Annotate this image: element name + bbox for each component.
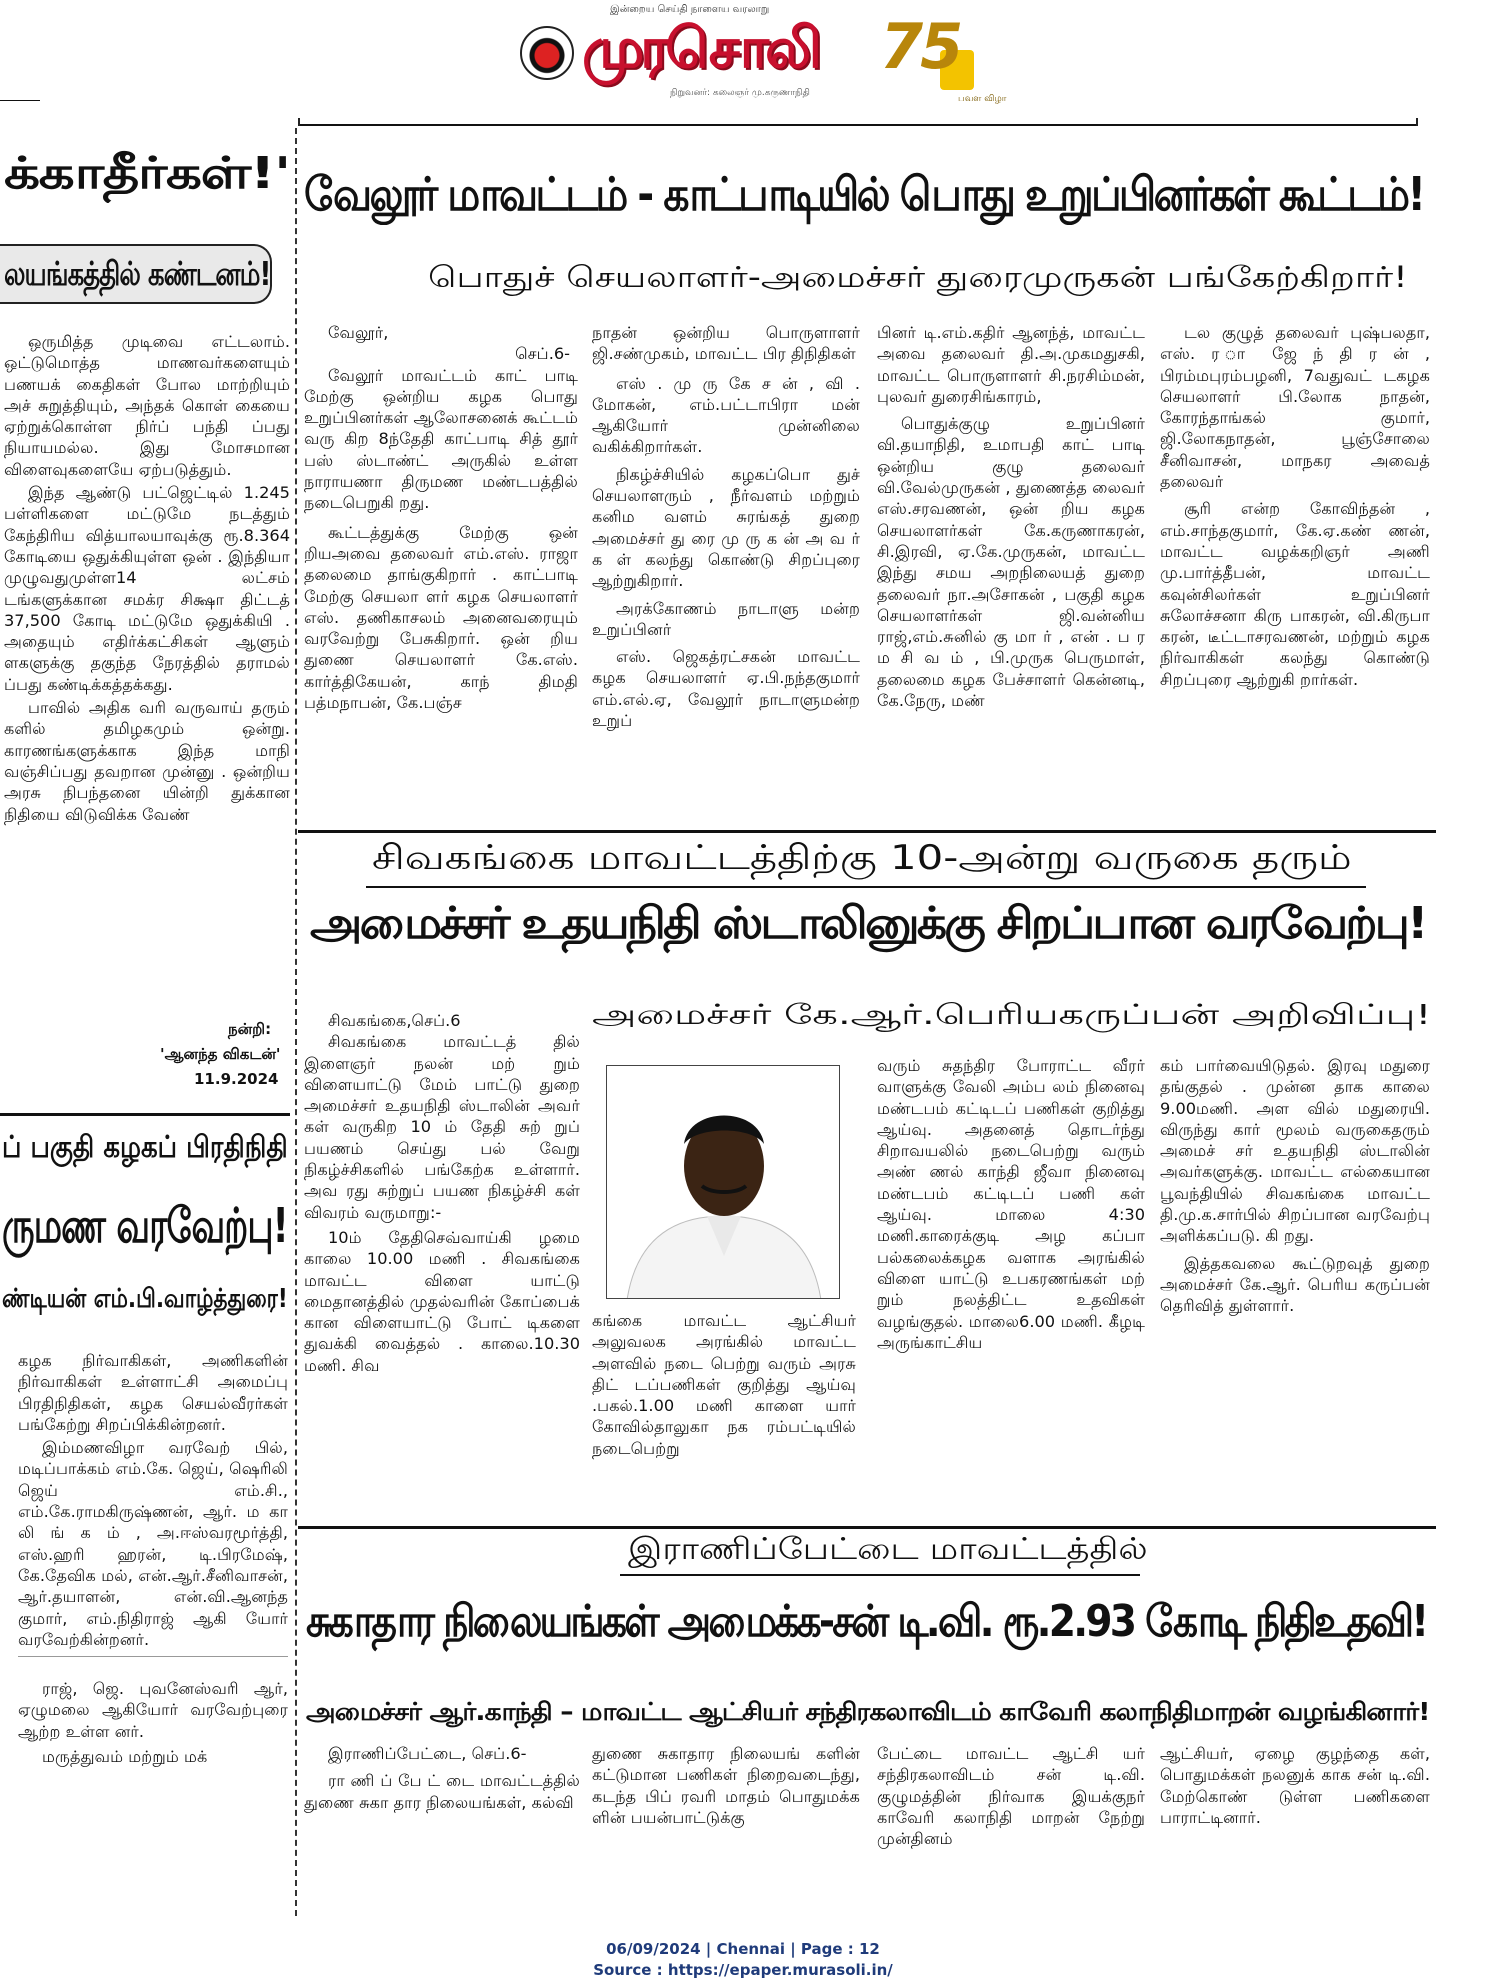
article2-subhead: அமைச்சர் கே.ஆர்.பெரியகருப்பன் அறிவிப்பு! — [592, 998, 1432, 1031]
article2-headline: அமைச்சர் உதயநிதி ஸ்டாலினுக்கு சிறப்பான வரவேற்பு! — [310, 898, 1426, 949]
article2-paragraph: 10ம் தேதிசெவ்வாய்கி ழமை காலை 10.00 மணி . சிவகங்கை மாவட்ட விளை யாட்டு மைதானத்தில் முதல்வரின் கோப்பைக் கான விளையாட்டு போட் டிகளை துவக்கி வைத்தல் . காலை.10.30 மணி. சிவ — [304, 1227, 580, 1375]
newspaper-title: முரசொலி — [582, 16, 818, 81]
portrait-image-icon — [607, 1066, 840, 1299]
left-section-rule — [0, 1113, 290, 1116]
article1-paragraph: சூரி என்ற கோவிந்தன் , எம்.சாந்தகுமார், கே.ஏ.கண் ணன், மாவட்ட வழக்கறிஞர் அணி மு.பார்த்தீபன், மாவட்ட கவுன்சிலர்கள் உறுப்பினர் சுலோச்சனா கிரு பாகரன், வி.கிருபா கரன், டீட்டாசரவணன், மற்றும் கழக நிர்வாகிகள் கலந்து கொண்டு சிறப்புரை ஆற்றுகி றார்கள். — [1160, 499, 1430, 689]
article1-headline: வேலூர் மாவட்டம் - காட்பாடியில் பொது உறுப்பினர்கள் கூட்டம்! — [304, 167, 1424, 221]
left-credit-label: நன்றி: — [228, 1020, 272, 1038]
article3-paragraph: பேட்டை மாவட்ட ஆட்சி யர் சந்திரகலாவிடம் சன் டி.வி. குழுமத்தின் நிர்வாக இயக்குநர் காவேரி கலாநிதி மாறன் நேற்று முன்தினம் — [877, 1744, 1145, 1849]
left-credit-date: 11.9.2024 — [194, 1070, 279, 1088]
article1-paragraph: அரக்கோணம் நாடாளு மன்ற உறுப்பினர் — [592, 598, 860, 639]
article1-paragraph: பொதுக்குழு உறுப்பினர் வி.தயாநிதி, உமாபதி காட் பாடி ஒன்றிய குழு தலைவர் வி.வேல்முருகன் , துணைத்த லைவர் எஸ்.சரவணன், ஒன் றிய கழக செயலாளர்கள் கே.கருணாகரன், சி.இரவி, ஏ.கே.முருகன், மாவட்ட இந்து சமய அறநிலையத் துறை தலைவர் நா.அசோகன் , பகுதி கழக செயலாளர்கள் ஜி.வன்னிய ராஜ்,எம்.சுனில் கு மா ர் , என் . ப ர ம சி வ ம் , பி.முருக பெருமாள், தலைமை கழக பேச்சாளர் கென்னடி, கே.நேரு, மண் — [877, 414, 1145, 711]
article1-paragraph: நிகழ்ச்சியில் கழகப்பொ துச் செயலாளரும் , நீர்வளம் மற்றும் கனிம வளம் சுரங்கத் துறை அமைச்சர் து ரை மு ரு க ன் அ வ ர் க ள் கலந்து கொண்டு சிறப்புரை ஆற்றுகிறார். — [592, 464, 860, 591]
article1-bottom-rule — [298, 830, 1436, 833]
top-rule-left — [0, 100, 40, 101]
article3-kicker: இராணிப்பேட்டை மாவட்டத்தில் — [628, 1532, 1148, 1567]
left-section2-headline: ருமண வரவேற்பு! — [2, 1198, 288, 1254]
article1-column-2 — [592, 322, 860, 822]
left-paragraph: பாவில் அதிக வரி வருவாய் தரும் களில் தமிழகமும் ஒன்று. காரணங்களுக்காக இந்த மாநி வஞ்சிப்பது தவறான முன்னு . ஒன்றிய அரசு நிபந்தனை யின்றி துக்கான நிதியை விடுவிக்க வேண் — [4, 698, 290, 824]
left-section2-subhead: ண்டியன் எம்.பி.வாழ்த்துரை! — [2, 1284, 288, 1314]
article1-paragraph: வேலூர் மாவட்டம் காட் பாடி மேற்கு ஒன்றிய கழக பொது உறுப்பினர்கள் ஆலோசனைக் கூட்டம் வரு கிற 8ந்தேதி காட்பாடி சித் தூர் பஸ் ஸ்டாண்ட் அருகில் உள்ள நாராயணா திருமண மண்டபத்தில் நடைபெறுகி றது. — [304, 365, 578, 513]
top-rule-main — [298, 124, 1418, 126]
article3-column-3 — [877, 1743, 1145, 1915]
left-credit-source: 'ஆனந்த விகடன்' — [160, 1045, 281, 1063]
article1-paragraph: கூட்டத்துக்கு மேற்கு ஒன் றியஅவை தலைவர் எம்.எஸ். ராஜா தலைமை தாங்குகிறார் . காட்பாடி மேற்கு செயலா ளர் கழக செயலாளர் எஸ். தணிகாசலம் அனைவரையும் வரவேற்று பேசுகிறார். ஒன் றிய துணை செயலாளர் கே.எஸ். கார்த்திகேயன், காந் திமதி பத்மநாபன், கே.பஞ்ச — [304, 522, 578, 713]
left-section2-paragraph: இம்மணவிழா வரவேற் பில், மடிப்பாக்கம் எம்.கே. ஜெய், ஷெரிலி ஜெய் எம்.சி., எம்.கே.ராமகிருஷ்ணன், ஆர். ம கா லி ங் க ம் , அ.ஈஸ்வரமூர்த்தி, எஸ்.ஹரி ஹரன், டி.பிரமேஷ், கே.தேவிக மல், என்.ஆர்.சீனிவாசன், ஆர்.தயாளன், என்.வி.ஆனந்த குமார், எம்.நிதிராஜ் ஆகி யோர் வரவேற்கின்றனர். — [18, 1438, 288, 1649]
footer-source: Source : https://epaper.murasoli.in/ — [593, 1961, 893, 1979]
article1-column-4 — [1160, 322, 1430, 822]
article2-paragraph: இத்தகவலை கூட்டுறவுத் துறை அமைச்சர் கே.ஆர். பெரிய கருப்பன் தெரிவித் துள்ளார். — [1160, 1253, 1430, 1316]
left-headline: க்காதீர்கள்!' — [4, 148, 290, 199]
article2-kicker: சிவகங்கை மாவட்டத்திற்கு 10-அன்று வருகை தரும் — [372, 838, 1352, 878]
article1-column-3 — [877, 322, 1145, 822]
masthead-tagline: இன்றைய செய்தி நாளைய வரலாறு — [610, 4, 770, 15]
footer-date-location-page: 06/09/2024 | Chennai | Page : 12 — [606, 1940, 880, 1958]
article3-subhead: அமைச்சர் ஆர்.காந்தி – மாவட்ட ஆட்சியர் சந்திரகலாவிடம் காவேரி கலாநிதிமாறன் வழங்கினார்! — [306, 1697, 1430, 1726]
article2-paragraph: கங்கை மாவட்ட ஆட்சியர் அலுவலக அரங்கில் மாவட்ட அளவில் நடை பெற்று வரும் அரசு திட் டப்பணிகள் குறித்து ஆய்வு .பகல்.1.00 மணி காளை யார் கோவில்தாலுகா நக ரம்பட்டியில் நடைபெற்று — [592, 1311, 856, 1458]
article2-paragraph: சிவகங்கை,செப்.6 — [328, 1011, 461, 1030]
article2-paragraph: வரும் சுதந்திர போராட்ட வீரர் வாளுக்கு வேலி அம்ப லம் நினைவு மண்டபம் கட்டிடப் பணிகள் குறித்து ஆய்வு. அதனைத் தொடர்ந்து சிறாவயலில் நடைபெற்று வரும் அண் ணல் காந்தி ஜீவா நினைவு மண்டபம் கட்டிடப் பணி கள் ஆய்வு. மாலை 4:30 மணி.காரைக்குடி அழ கப்பா பல்கலைக்கழக வளாக அரங்கில் விளை யாட்டு உபகரணங்கள் மற் றும் நலத்திட்ட உதவிகள் வழங்குதல். மாலை6.00 மணி. கீழடி அருங்காட்சிய — [877, 1056, 1145, 1352]
left-section2-gap — [18, 1656, 288, 1678]
minister-photo — [606, 1065, 840, 1299]
article1-date: செப்.6- — [515, 344, 570, 364]
left-strip-divider — [295, 128, 297, 1916]
top-rule-tick-left — [298, 118, 300, 126]
article3-column-2 — [592, 1743, 860, 1915]
article1-paragraph: எஸ் . மு ரு கே ச ன் , வி . மோகன், எம்.பட்டாபிரா மன் ஆகியோர் முன்னிலை வகிக்கிறார்கள். — [592, 373, 860, 457]
article1-subhead: பொதுச் செயலாளர்-அமைச்சர் துரைமுருகன் பங்கேற்கிறார்! — [428, 260, 1408, 294]
article3-paragraph: இராணிப்பேட்டை, செப்.6- — [328, 1744, 527, 1763]
article2-bottom-rule — [298, 1526, 1436, 1529]
party-emblem-icon — [520, 26, 574, 80]
article2-column-1 — [304, 1010, 580, 1502]
masthead — [520, 0, 980, 112]
article3-column-1 — [304, 1743, 580, 1915]
article3-column-4 — [1160, 1743, 1430, 1915]
article2-paragraph: கம் பார்வையிடுதல். இரவு மதுரை தங்குதல் . முன்ன தாக காலை 9.00மணி. அள வில் மதுரையி. விருந்து கார் மூலம் வருகைதரும் அமைச் சர் உதயநிதி ஸ்டாலின் அவர்களுக்கு. மாவட்ட எல்கையான பூவந்தியில் சிவகங்கை மாவட்ட தி.மு.க.சார்பில் சிறப்பான வரவேற்பு அளிக்கப்படு. கி றது. — [1160, 1056, 1430, 1246]
article3-paragraph: ரா ணி ப் பே ட் டை மாவட்டத்தில் துணை சுகா தார நிலையங்கள், கல்வி — [304, 1771, 580, 1812]
left-section2-paragraph: கழக நிர்வாகிகள், அணிகளின் நிர்வாகிகள் உள்ளாட்சி அமைப்பு பிரதிநிதிகள், கழக செயல்வீரர்கள் பங்கேற்று சிறப்பிக்கின்றனர். — [18, 1351, 288, 1434]
article1-column-1 — [304, 322, 578, 822]
left-article-body — [4, 331, 290, 1089]
article3-paragraph: துணை சுகாதார நிலையங் களின் கட்டுமான பணிகள் நிறைவடைந்து, கடந்த பிப் ரவரி மாதம் பொதுமக்க ளின் பயன்பாட்டுக்கு — [592, 1744, 860, 1827]
left-section2-body — [18, 1350, 288, 1914]
masthead-subtitle: நிறுவனர்: கலைஞர் மு.கருணாநிதி — [670, 88, 810, 98]
left-paragraph: ஒருமித்த முடிவை எட்டலாம். ஒட்டுமொத்த மாணவர்களையும் பணயக் கைதிகள் போல மாற்றியும் அச் சுறுத்தியும், அந்தக் கொள் கையை ஏற்றுக்கொள்ள நிர்ப் பந்தி ப்பது நியாயமல்ல. இது மோசமான விளைவுகளையே ஏற்படுத்தும். — [4, 332, 290, 479]
article2-column-2 — [592, 1310, 856, 1502]
article2-column-3 — [877, 1055, 1145, 1502]
article1-dateline: வேலூர், — [328, 323, 389, 342]
left-paragraph: இந்த ஆண்டு பட்ஜெட்டில் 1.245 பள்ளிகளை மட்டுமே நடத்தும் கேந்திரிய வித்யாலயாவுக்கு ரூ.8.364 கோடியை ஒதுக்கியுள்ள ஒன் . இந்தியா முழுவதுமுள்ள14 லட்சம் டங்களுக்கான சமக்ர சிக்ஷா திட்டத் 37,500 கோடி மட்டுமே ஒதுக்கியி . அதையும் எதிர்க்கட்சிகள் ஆளும் ளகளுக்கு தகுந்த நேரத்தில் தராமல் ப்பது கண்டிக்கத்தக்கது. — [4, 483, 290, 694]
left-section2-kicker: ப் பகுதி கழகப் பிரதிநிதி — [2, 1130, 288, 1165]
left-section2-paragraph: ராஜ், ஜெ. புவனேஸ்வரி ஆர், ஏழுமலை ஆகியோர் வரவேற்புரை ஆற்ற உள்ள னர். — [18, 1679, 288, 1741]
article2-paragraph: சிவகங்கை மாவட்டத் தில் இளைஞர் நலன் மற் றும் விளையாட்டு மேம் பாட்டு துறை அமைச்சர் உதயநிதி ஸ்டாலின் அவர் கள் வருகிற 10 ம் தேதி சுற் றுப் பயணம் செய்து பல் வேறு நிகழ்ச்சிகளில் பங்கேற்க உள்ளார். அவ ரது சுற்றுப் பயண நிகழ்ச்சி கள் விவரம் வருமாறு:- — [304, 1032, 580, 1222]
article1-paragraph: டல குழுத் தலைவர் புஷ்பலதா, எஸ். ர ா ஜே ந் தி ர ன் , பிரம்மபுரம்பழனி, 7வதுவட் டகழக செயலாளர் பி.லோக நாதன், கோரந்தாங்கல் குமார், ஜி.லோகநாதன், பூஞ்சோலை சீனிவாசன், மாநகர அவைத் தலைவர் — [1160, 323, 1430, 492]
left-subhead: லயங்கத்தில் கண்டனம்! — [4, 254, 271, 293]
anniversary-number: 75 — [880, 10, 961, 83]
article1-paragraph: நாதன் ஒன்றிய பொருளாளர் ஜி.சண்முகம், மாவட்ட பிர திநிதிகள் — [592, 323, 860, 364]
article1-paragraph: எஸ். ஜெகத்ரட்சகன் மாவட்ட கழக செயலாளர் ஏ.பி.நந்தகுமார் எம்.எல்.ஏ, வேலூர் நாடாளுமன்ற உறுப் — [592, 647, 860, 731]
article3-paragraph: ஆட்சியர், ஏழை குழந்தை கள், பொதுமக்கள் நலனுக் காக சன் டி.வி. மேற்கொண் டுள்ள பணிகளை பாராட்டினார். — [1160, 1744, 1430, 1827]
left-section2-paragraph: மருத்துவம் மற்றும் மக் — [42, 1747, 208, 1767]
anniversary-note: பவள விழா — [958, 94, 1007, 104]
article2-column-4 — [1160, 1055, 1430, 1502]
top-rule-tick-right — [1416, 118, 1418, 126]
article2-kicker-rule — [366, 886, 1366, 888]
article3-headline: சுகாதார நிலையங்கள் அமைக்க-சன் டி.வி. ரூ.2.93 கோடி நிதிஉதவி! — [306, 1596, 1427, 1647]
article1-paragraph: பினர் டி.எம்.கதிர் ஆனந்த், மாவட்ட அவை தலைவர் தி.அ.முகமதுசகி, மாவட்ட பொருளாளர் சி.நரசிம்மன், புலவர் துரைசிங்காரம், — [877, 323, 1145, 406]
article3-kicker-rule — [620, 1574, 1140, 1576]
